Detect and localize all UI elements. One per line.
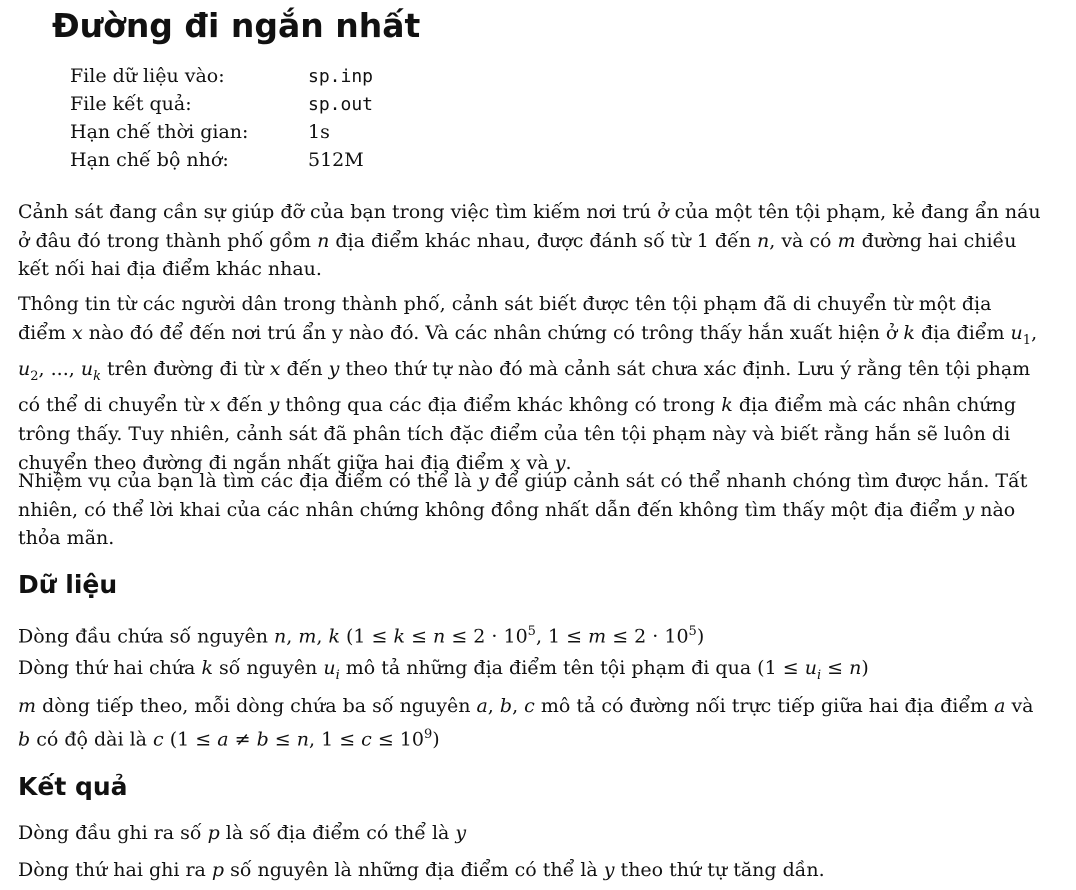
output-line-1: Dòng đầu ghi ra số p là số địa điểm có thể là y xyxy=(18,822,467,844)
input-line-2: Dòng thứ hai chứa k số nguyên $u_i$ mô tả những địa điểm tên tội phạm đi qua $(1 \le u_i \le n)$ xyxy=(18,657,869,683)
meta-value: 1s xyxy=(308,121,330,143)
input-line-1: Dòng đầu chứa số nguyên n, m, k ($1 \le k \le n \le 2 \cdot 10^5$, $1 \le m \le 2 \cdot 10^5$) xyxy=(18,624,705,648)
statement-paragraph-3: Nhiệm vụ của bạn là tìm các địa điểm có thể là y để giúp cảnh sát có thể nhanh chóng tìm được hắn. Tất nhiên, có thể lời khai của các nhân chứng không đồng nhất dẫn đến không tìm thấy một địa điểm y nào thỏa mãn. xyxy=(18,470,1028,550)
meta-value: sp.inp xyxy=(308,66,374,87)
meta-row-time-limit xyxy=(70,118,373,146)
statement-paragraph-2: Thông tin từ các người dân trong thành phố, cảnh sát biết được tên tội phạm đã di chuyển từ một địa điểm x nào đó để đến nơi trú ẩn y nào đó. Và các nhân chứng có trông thấy hắn xuất hiện ở k địa điểm $u_1$, $u_2$, ..., $u_k$ trên đường đi từ x đến y theo thứ tự nào đó mà cảnh sát chưa xác định. Lưu ý rằng tên tội phạm có thể di chuyển từ x đến y thông qua các địa điểm khác không có trong k địa điểm mà các nhân chứng trông thấy. Tuy nhiên, cảnh sát đã phân tích đặc điểm của tên tội phạm này và biết rằng hắn sẽ luôn di chuyển theo đường đi ngắn nhất giữa hai địa điểm x và y. xyxy=(18,293,1038,474)
statement-paragraph-1: Cảnh sát đang cần sự giúp đỡ của bạn trong việc tìm kiếm nơi trú ở của một tên tội phạm, kẻ đang ẩn náu ở đâu đó trong thành phố gồm n địa điểm khác nhau, được đánh số từ 1 đến n, và có m đường hai chiều kết nối hai địa điểm khác nhau. xyxy=(18,201,1041,281)
meta-value: 512M xyxy=(308,149,364,171)
input-line-3: m dòng tiếp theo, mỗi dòng chứa ba số nguyên a, b, c mô tả có đường nối trực tiếp giữa hai địa điểm a và b có độ dài là c (1 ≤ a ≠ b ≤ n, $1 \le c \le 10^9$) xyxy=(18,695,1034,750)
page-title: Đường đi ngắn nhất xyxy=(52,6,421,45)
meta-label: File kết quả: xyxy=(70,93,192,115)
meta-label: Hạn chế thời gian: xyxy=(70,121,249,143)
meta-row-output-file xyxy=(70,90,373,118)
meta-row-memory-limit xyxy=(70,146,373,174)
section-heading-output: Kết quả xyxy=(18,772,128,801)
meta-label: File dữ liệu vào: xyxy=(70,65,225,87)
meta-label: Hạn chế bộ nhớ: xyxy=(70,149,229,171)
section-heading-input: Dữ liệu xyxy=(18,570,118,599)
output-line-2: Dòng thứ hai ghi ra p số nguyên là những địa điểm có thể là y theo thứ tự tăng dần. xyxy=(18,859,825,881)
meta-row-input-file xyxy=(70,62,373,90)
problem-limits xyxy=(70,62,373,174)
meta-value: sp.out xyxy=(308,94,374,115)
